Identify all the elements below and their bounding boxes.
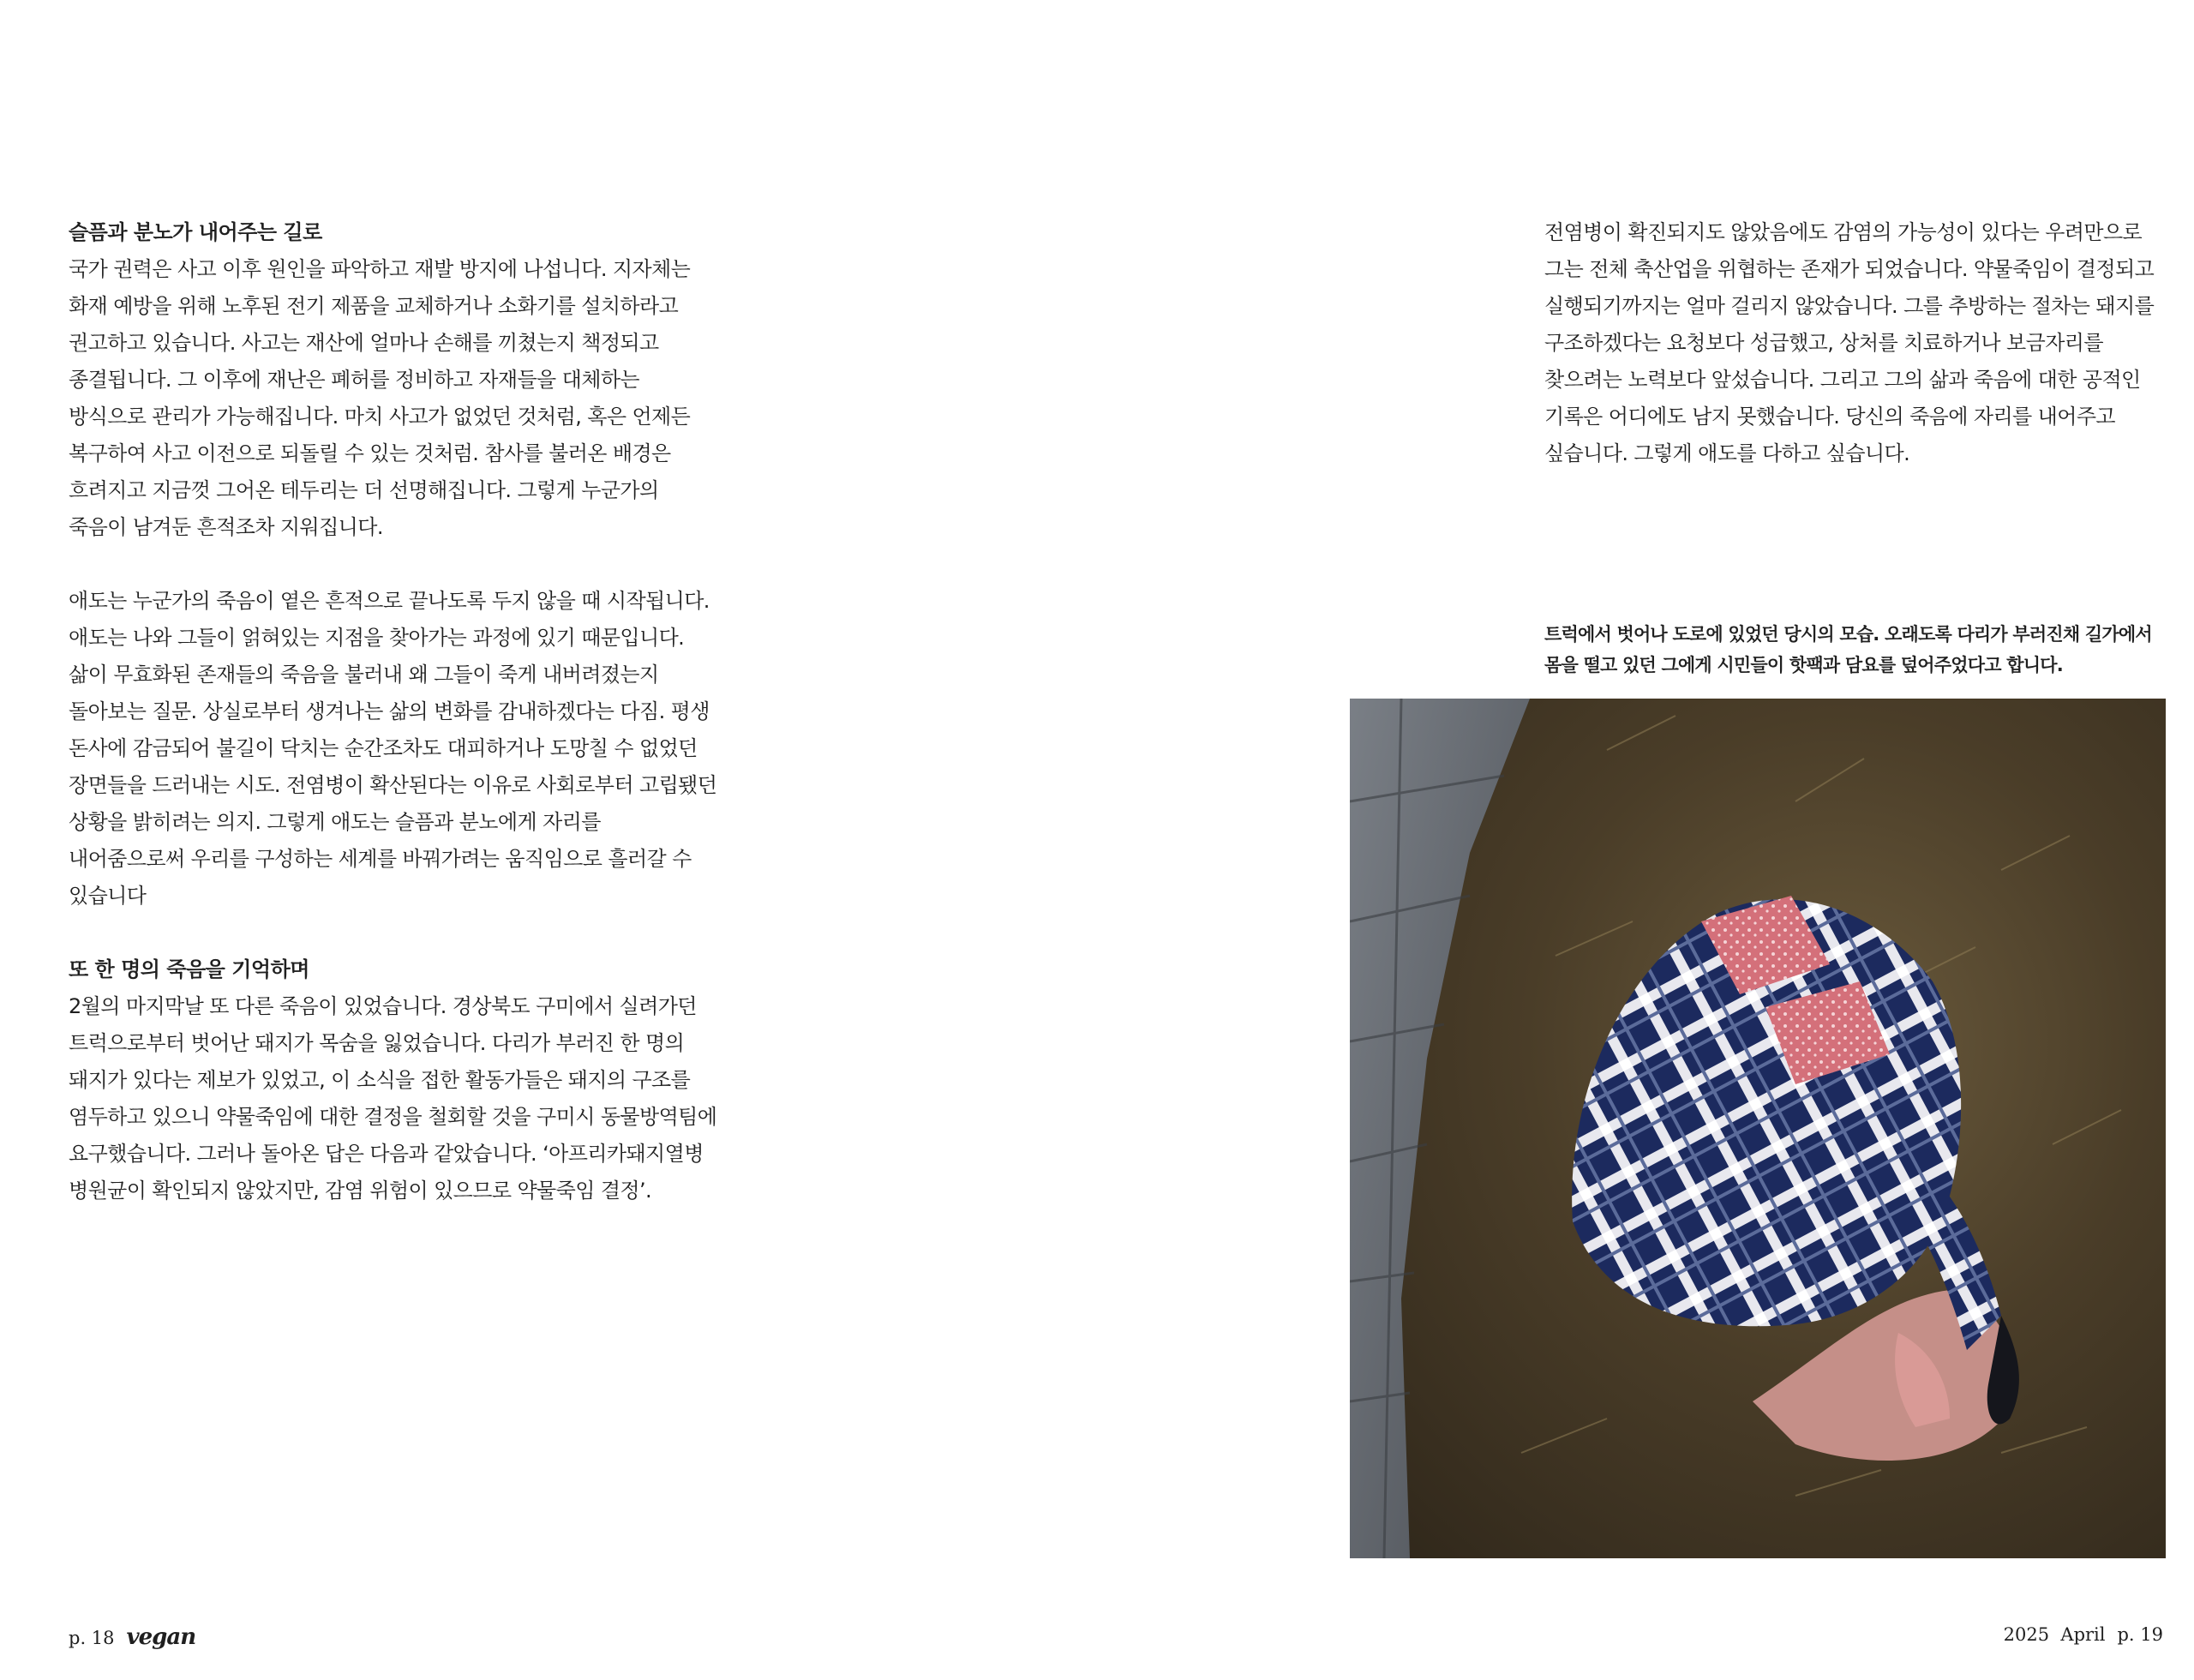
vegan-logo: vegan xyxy=(126,1624,196,1650)
paragraph-state-power: 국가 권력은 사고 이후 원인을 파악하고 재발 방지에 나섭니다. 지자체는 화재 예방을 위해 노후된 전기 제품을 교체하거나 소화기를 설치하라고 권고하고 있습니다. 사고는 재산에 얼마나 손해를 끼쳤는지 책정되고 종결됩니다. 그 이후에 재난은 폐허를 정비하고 자재들을 대체하는 방식으로 관리가 가능해집니다. 마치 사고가 없었던 것처럼, 혹은 언제든 복구하여 사고 이전으로 되돌릴 수 있는 것처럼. 참사를 불러온 배경은 흐려지고 지금껏 그어온 테두리는 더 선명해집니다. 그렇게 누군가의 죽음이 남겨둔 흔적조차 지워집니다. xyxy=(69,257,691,539)
issue-date: 2025 April xyxy=(2003,1624,2106,1645)
paving-stones xyxy=(1350,699,1530,1558)
page-number-right: p. 19 xyxy=(2117,1624,2163,1645)
section-heading-sorrow: 슬픔과 분노가 내어주는 길로 xyxy=(69,220,322,244)
right-column xyxy=(1544,214,2163,472)
pig-under-blanket-image xyxy=(1350,699,2166,1558)
footer-left xyxy=(69,1624,195,1650)
photo-caption: 트럭에서 벗어나 도로에 있었던 당시의 모습. 오래도록 다리가 부러진채 길가에서 몸을 떨고 있던 그에게 시민들이 핫팩과 담요를 덮어주었다고 합니다. xyxy=(1544,624,2152,675)
paragraph-epidemic: 전염병이 확진되지도 않았음에도 감염의 가능성이 있다는 우려만으로 그는 전체 축산업을 위협하는 존재가 되었습니다. 약물죽임이 결정되고 실행되기까지는 얼마 걸리지 않았습니다. 그를 추방하는 절차는 돼지를 구조하겠다는 요청보다 성급했고, 상처를 치료하거나 보금자리를 찾으려는 노력보다 앞섰습니다. 그리고 그의 삶과 죽음에 대한 공적인 기록은 어디에도 남지 못했습니다. 당신의 죽음에 자리를 내어주고 싶습니다. 그렇게 애도를 다하고 싶습니다. xyxy=(1544,220,2155,465)
footer-right xyxy=(2004,1624,2163,1645)
paragraph-mourning: 애도는 누군가의 죽음이 옅은 흔적으로 끝나도록 두지 않을 때 시작됩니다. 애도는 나와 그들이 얽혀있는 지점을 찾아가는 과정에 있기 때문입니다. 삶이 무효화된 존재들의 죽음을 불러내 왜 그들이 죽게 내버려졌는지 돌아보는 질문. 상실로부터 생겨나는 삶의 변화를 감내하겠다는 다짐. 평생 돈사에 감금되어 불길이 닥치는 순간조차도 대피하거나 도망칠 수 없었던 장면들을 드러내는 시도. 전염병이 확산된다는 이유로 사회로부터 고립됐던 상황을 밝히려는 의지. 그렇게 애도는 슬픔과 분노에게 자리를 내어줌으로써 우리를 구성하는 세계를 바꿔가려는 움직임으로 흘러갈 수 있습니다 xyxy=(69,589,717,908)
section-heading-remember: 또 한 명의 죽음을 기억하며 xyxy=(69,957,309,981)
pig-photo xyxy=(1350,699,2166,1558)
page-number-left: p. 18 xyxy=(69,1628,115,1648)
left-column xyxy=(69,214,720,1209)
paragraph-february: 2월의 마지막날 또 다른 죽음이 있었습니다. 경상북도 구미에서 실려가던 트럭으로부터 벗어난 돼지가 목숨을 잃었습니다. 다리가 부러진 한 명의 돼지가 있다는 제보가 있었고, 이 소식을 접한 활동가들은 돼지의 구조를 염두하고 있으니 약물죽임에 대한 결정을 철회할 것을 구미시 동물방역팀에 요구했습니다. 그러나 돌아온 답은 다음과 같았습니다. ‘아프리카돼지열병 병원균이 확인되지 않았지만, 감염 위험이 있으므로 약물죽임 결정’. xyxy=(69,994,717,1203)
